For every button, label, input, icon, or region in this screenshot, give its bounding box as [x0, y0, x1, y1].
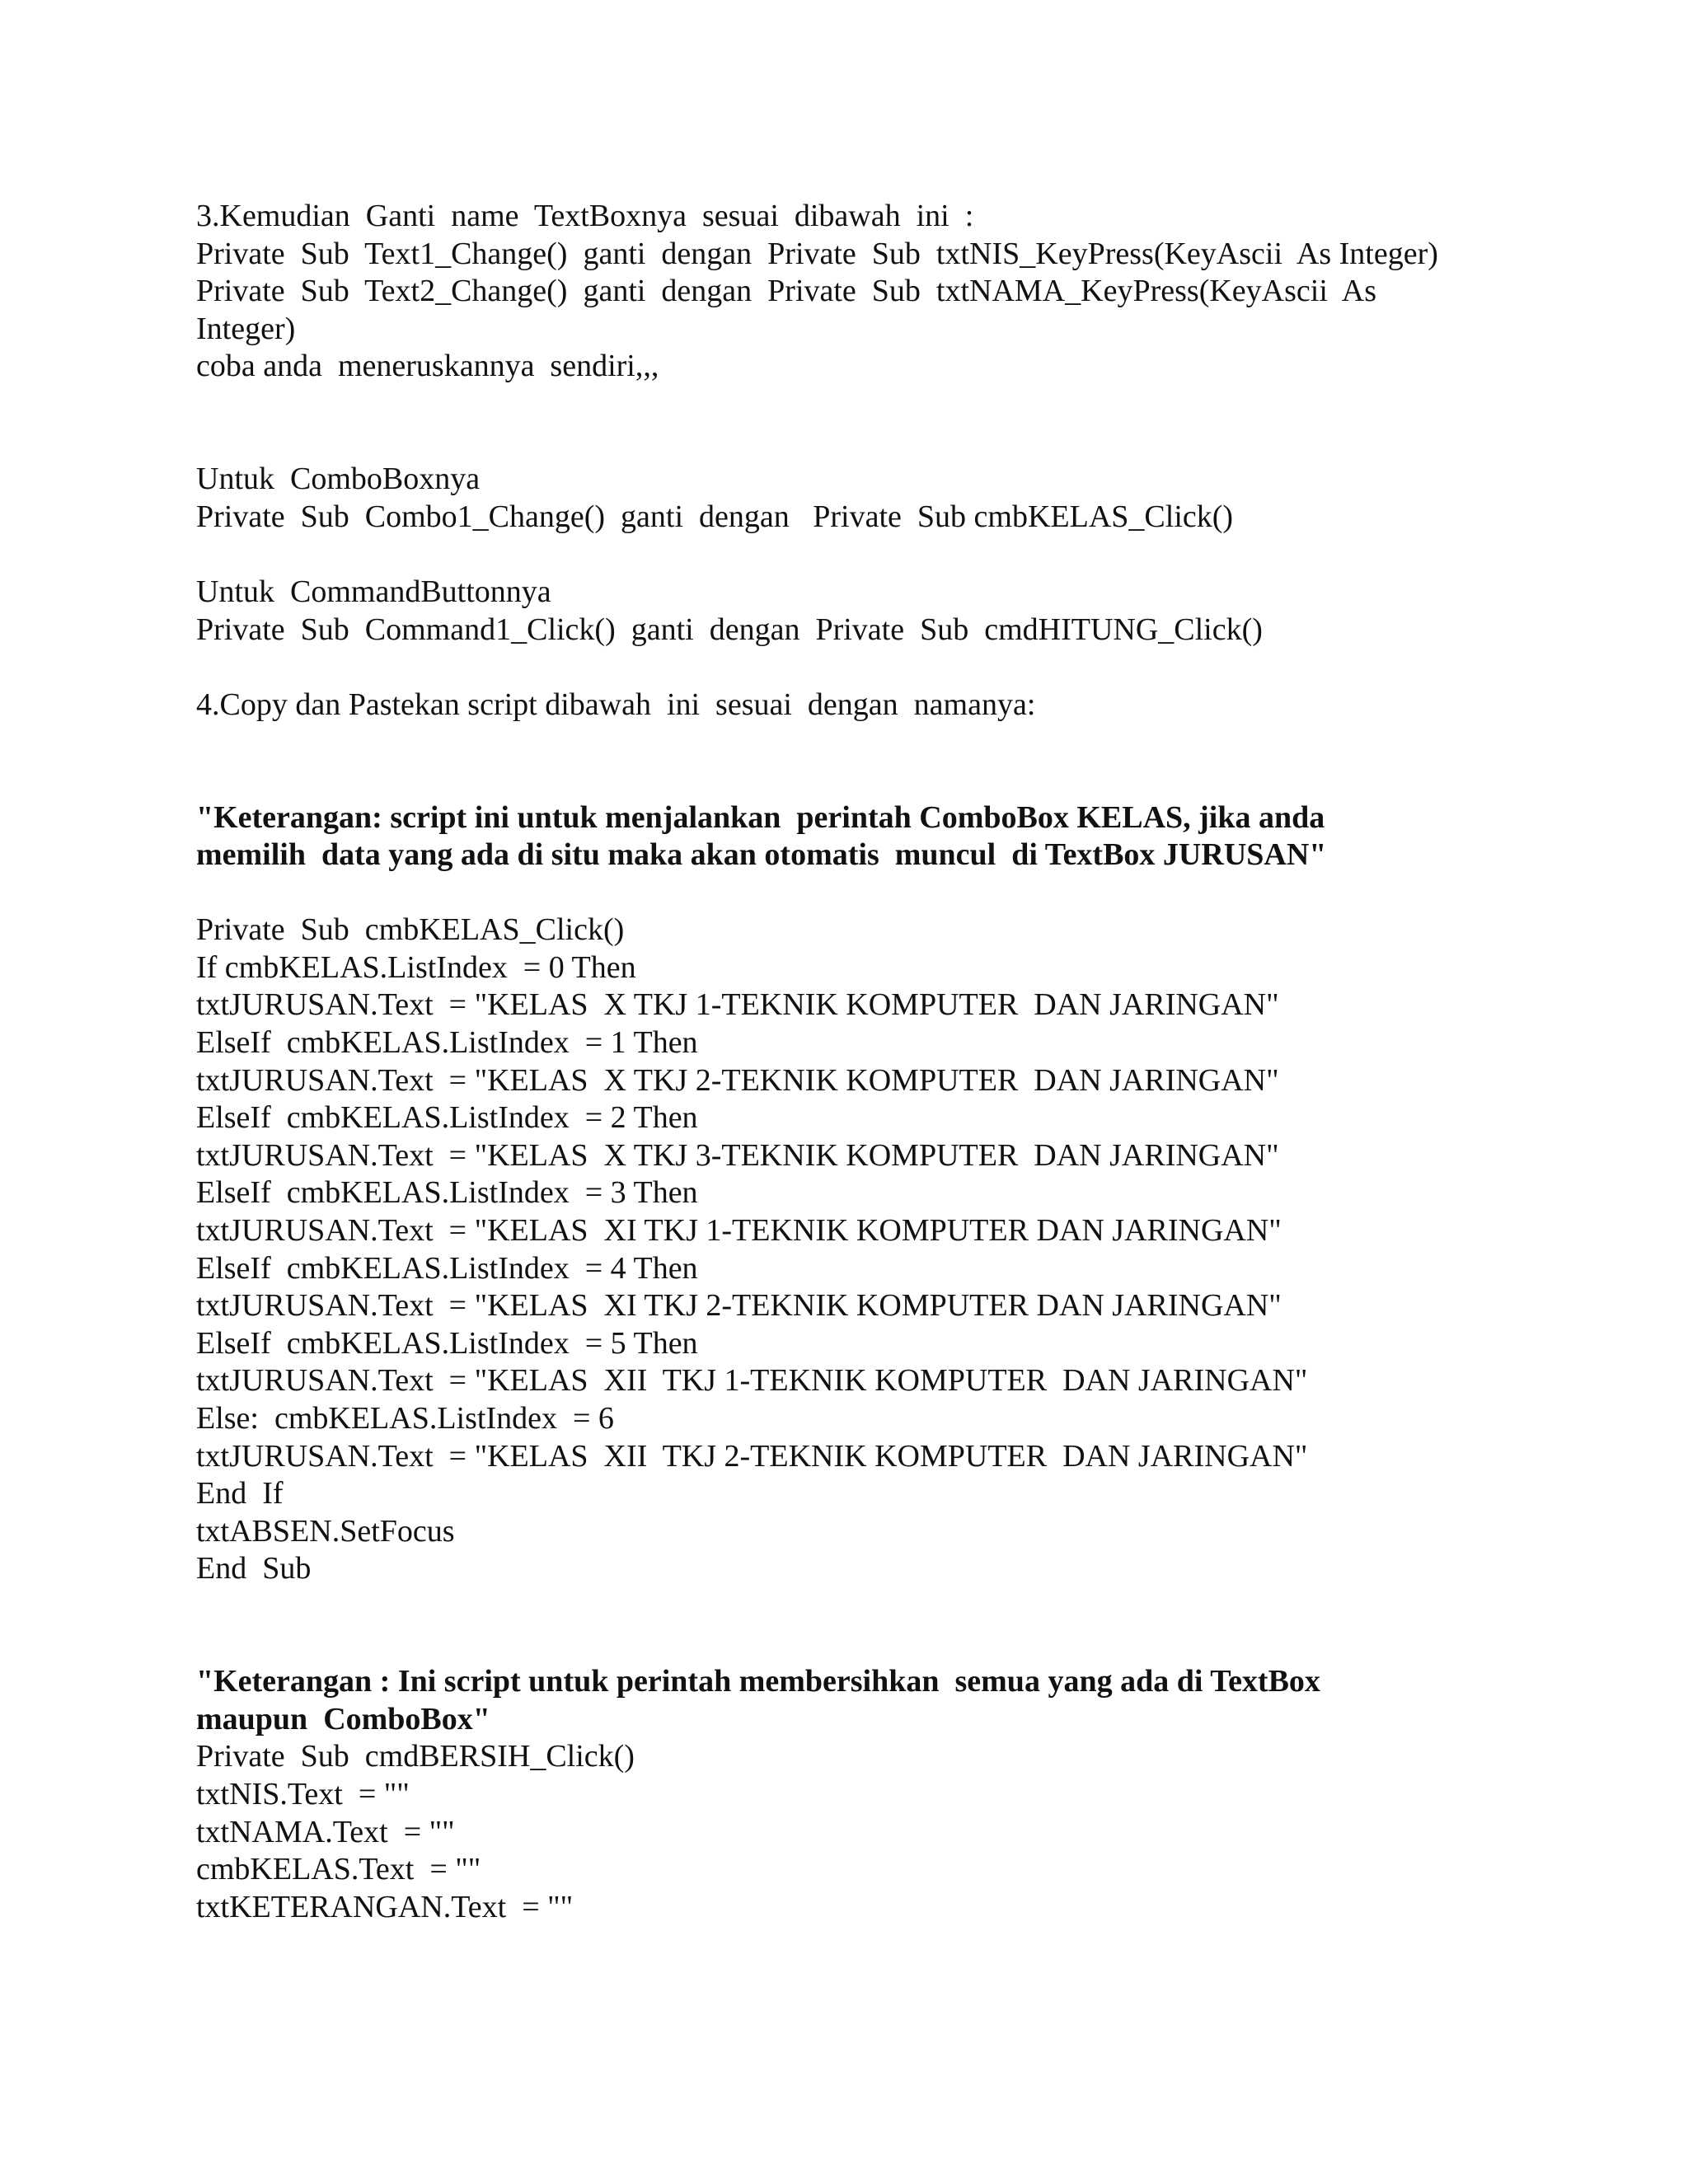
spacer	[196, 536, 1482, 574]
code-line: ElseIf cmbKELAS.ListIndex = 3 Then	[196, 1175, 698, 1211]
code-line: txtJURUSAN.Text = "KELAS XII TKJ 1-TEKNIK KOMPUTER DAN JARINGAN"	[196, 1363, 1308, 1399]
note-line: "Keterangan : Ini script untuk perintah membersihkan semua yang ada di TextBox	[196, 1664, 1320, 1699]
spacer	[196, 1588, 1482, 1626]
spacer	[196, 1626, 1482, 1664]
document-body	[196, 198, 1482, 1926]
code-line: txtJURUSAN.Text = "KELAS XII TKJ 2-TEKNIK KOMPUTER DAN JARINGAN"	[196, 1438, 1308, 1474]
combobox-heading: Untuk ComboBoxnya	[196, 462, 481, 497]
code-line: ElseIf cmbKELAS.ListIndex = 1 Then	[196, 1025, 698, 1061]
code-line: txtJURUSAN.Text = "KELAS XI TKJ 1-TEKNIK KOMPUTER DAN JARINGAN"	[196, 1213, 1282, 1249]
code-line: ElseIf cmbKELAS.ListIndex = 2 Then	[196, 1100, 698, 1136]
spacer	[196, 424, 1482, 462]
code-line: txtJURUSAN.Text = "KELAS X TKJ 2-TEKNIK KOMPUTER DAN JARINGAN"	[196, 1062, 1279, 1098]
text-line: Private Sub Text2_Change() ganti dengan Private Sub txtNAMA_KeyPress(KeyAscii As	[196, 274, 1377, 309]
spacer	[196, 874, 1482, 912]
code-line: ElseIf cmbKELAS.ListIndex = 5 Then	[196, 1325, 698, 1361]
spacer	[196, 649, 1482, 687]
step3-heading: 3.Kemudian Ganti name TextBoxnya sesuai dibawah ini :	[196, 199, 974, 233]
spacer	[196, 386, 1482, 424]
code-line: ElseIf cmbKELAS.ListIndex = 4 Then	[196, 1250, 698, 1286]
note-line: maupun ComboBox"	[196, 1701, 490, 1736]
code-line: End If	[196, 1476, 284, 1511]
code-line: Private Sub cmdBERSIH_Click()	[196, 1739, 635, 1774]
text-line: Private Sub Command1_Click() ganti dengan Private Sub cmdHITUNG_Click()	[196, 612, 1263, 647]
spacer	[196, 724, 1482, 762]
code-line: txtJURUSAN.Text = "KELAS XI TKJ 2-TEKNIK KOMPUTER DAN JARINGAN"	[196, 1288, 1282, 1324]
commandbutton-heading: Untuk CommandButtonnya	[196, 574, 551, 609]
text-line: Integer)	[196, 311, 296, 346]
code-line: txtKETERANGAN.Text = ""	[196, 1889, 574, 1924]
note-line: "Keterangan: script ini untuk menjalankan perintah ComboBox KELAS, jika anda	[196, 799, 1325, 835]
step4-heading: 4.Copy dan Pastekan script dibawah ini sesuai dengan namanya:	[196, 687, 1036, 722]
code-line: txtABSEN.SetFocus	[196, 1513, 455, 1549]
code-line: End Sub	[196, 1551, 312, 1586]
text-line: coba anda meneruskannya sendiri,,,	[196, 349, 659, 384]
code-line: txtJURUSAN.Text = "KELAS X TKJ 3-TEKNIK KOMPUTER DAN JARINGAN"	[196, 1137, 1279, 1173]
spacer	[196, 762, 1482, 799]
code-line: If cmbKELAS.ListIndex = 0 Then	[196, 949, 636, 985]
code-line: cmbKELAS.Text = ""	[196, 1852, 481, 1887]
code-line: Private Sub cmbKELAS_Click()	[196, 912, 625, 948]
text-line: Private Sub Combo1_Change() ganti dengan Private Sub cmbKELAS_Click()	[196, 499, 1234, 534]
note-line: memilih data yang ada di situ maka akan otomatis muncul di TextBox JURUSAN"	[196, 837, 1327, 873]
code-line: Else: cmbKELAS.ListIndex = 6	[196, 1401, 614, 1436]
text-line: Private Sub Text1_Change() ganti dengan Private Sub txtNIS_KeyPress(KeyAscii As Integer)	[196, 236, 1438, 271]
code-line: txtNIS.Text = ""	[196, 1776, 410, 1811]
code-line: txtJURUSAN.Text = "KELAS X TKJ 1-TEKNIK KOMPUTER DAN JARINGAN"	[196, 987, 1279, 1023]
code-line: txtNAMA.Text = ""	[196, 1814, 455, 1849]
